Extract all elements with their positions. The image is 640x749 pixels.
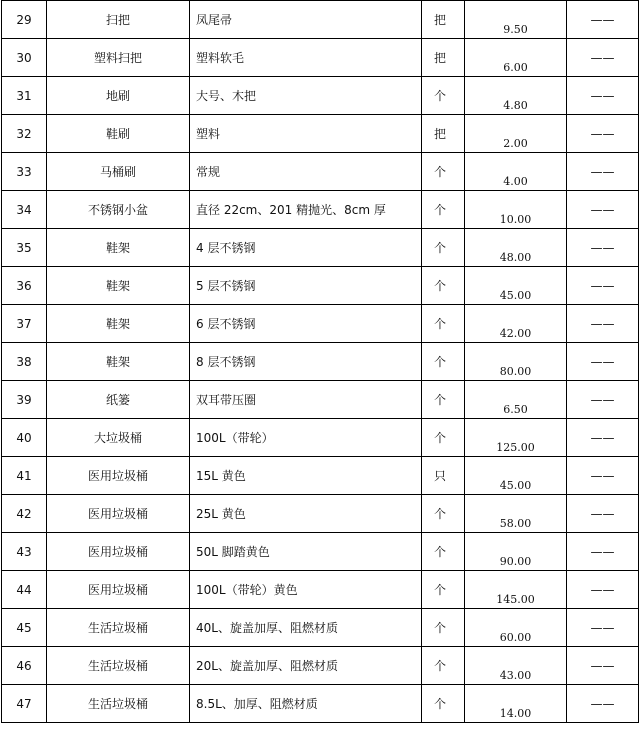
item-unit: 个 [422,495,465,533]
item-remark: —— [567,609,639,647]
item-price: 60.00 [465,609,567,647]
item-number: 45 [2,609,47,647]
item-price: 45.00 [465,267,567,305]
table-row [2,115,639,153]
item-remark: —— [567,305,639,343]
item-spec: 25L 黄色 [190,495,422,533]
table-row [2,381,639,419]
item-name: 医用垃圾桶 [47,571,190,609]
item-price: 42.00 [465,305,567,343]
item-spec: 40L、旋盖加厚、阻燃材质 [190,609,422,647]
item-name: 鞋架 [47,229,190,267]
item-unit: 个 [422,153,465,191]
item-spec: 常规 [190,153,422,191]
item-remark: —— [567,1,639,39]
item-name: 医用垃圾桶 [47,495,190,533]
item-unit: 个 [422,267,465,305]
table-row [2,305,639,343]
item-price: 6.50 [465,381,567,419]
item-remark: —— [567,419,639,457]
item-number: 41 [2,457,47,495]
item-spec: 20L、旋盖加厚、阻燃材质 [190,647,422,685]
item-number: 46 [2,647,47,685]
item-spec: 5 层不锈钢 [190,267,422,305]
item-name: 医用垃圾桶 [47,457,190,495]
item-spec: 大号、木把 [190,77,422,115]
item-remark: —— [567,191,639,229]
item-price: 43.00 [465,647,567,685]
item-remark: —— [567,267,639,305]
table-row [2,77,639,115]
item-spec: 双耳带压圈 [190,381,422,419]
item-remark: —— [567,115,639,153]
item-price: 90.00 [465,533,567,571]
item-number: 43 [2,533,47,571]
item-unit: 个 [422,343,465,381]
item-spec: 4 层不锈钢 [190,229,422,267]
item-number: 34 [2,191,47,229]
item-number: 33 [2,153,47,191]
item-remark: —— [567,571,639,609]
item-spec: 凤尾帚 [190,1,422,39]
item-name: 大垃圾桶 [47,419,190,457]
item-spec: 塑料 [190,115,422,153]
item-remark: —— [567,685,639,723]
item-spec: 50L 脚踏黄色 [190,533,422,571]
item-unit: 把 [422,39,465,77]
item-unit: 个 [422,571,465,609]
price-table [1,0,639,723]
item-price: 125.00 [465,419,567,457]
item-remark: —— [567,647,639,685]
item-number: 36 [2,267,47,305]
table-row [2,267,639,305]
item-number: 47 [2,685,47,723]
item-name: 鞋架 [47,267,190,305]
item-name: 生活垃圾桶 [47,647,190,685]
table-row [2,457,639,495]
table-row [2,495,639,533]
item-number: 42 [2,495,47,533]
item-price: 4.00 [465,153,567,191]
item-price: 10.00 [465,191,567,229]
item-name: 马桶刷 [47,153,190,191]
item-unit: 个 [422,609,465,647]
item-remark: —— [567,153,639,191]
item-number: 44 [2,571,47,609]
item-number: 30 [2,39,47,77]
table-row [2,685,639,723]
item-remark: —— [567,343,639,381]
item-number: 31 [2,77,47,115]
item-price: 145.00 [465,571,567,609]
item-remark: —— [567,39,639,77]
item-spec: 6 层不锈钢 [190,305,422,343]
item-price: 4.80 [465,77,567,115]
item-unit: 个 [422,229,465,267]
item-unit: 个 [422,533,465,571]
item-unit: 只 [422,457,465,495]
item-price: 58.00 [465,495,567,533]
table-row [2,229,639,267]
table-row [2,647,639,685]
item-spec: 100L（带轮）黄色 [190,571,422,609]
table-row [2,533,639,571]
table-row [2,191,639,229]
item-spec: 直径 22cm、201 精抛光、8cm 厚 [190,191,422,229]
item-remark: —— [567,533,639,571]
item-spec: 8.5L、加厚、阻燃材质 [190,685,422,723]
item-name: 鞋刷 [47,115,190,153]
table-row [2,1,639,39]
item-unit: 个 [422,685,465,723]
item-name: 扫把 [47,1,190,39]
item-unit: 把 [422,115,465,153]
item-name: 塑料扫把 [47,39,190,77]
item-unit: 把 [422,1,465,39]
item-unit: 个 [422,305,465,343]
table-row [2,419,639,457]
table-row [2,609,639,647]
item-price: 45.00 [465,457,567,495]
item-price: 9.50 [465,1,567,39]
item-number: 32 [2,115,47,153]
item-unit: 个 [422,77,465,115]
table-row [2,343,639,381]
item-price: 14.00 [465,685,567,723]
table-row [2,571,639,609]
item-number: 40 [2,419,47,457]
item-number: 38 [2,343,47,381]
item-name: 医用垃圾桶 [47,533,190,571]
item-remark: —— [567,381,639,419]
item-spec: 15L 黄色 [190,457,422,495]
item-spec: 8 层不锈钢 [190,343,422,381]
item-unit: 个 [422,647,465,685]
item-number: 39 [2,381,47,419]
item-name: 鞋架 [47,305,190,343]
item-number: 29 [2,1,47,39]
item-name: 生活垃圾桶 [47,685,190,723]
price-table-body [2,1,639,723]
item-unit: 个 [422,419,465,457]
item-unit: 个 [422,191,465,229]
table-row [2,153,639,191]
item-price: 48.00 [465,229,567,267]
item-name: 纸篓 [47,381,190,419]
item-number: 35 [2,229,47,267]
item-price: 2.00 [465,115,567,153]
item-name: 不锈钢小盆 [47,191,190,229]
item-remark: —— [567,495,639,533]
item-number: 37 [2,305,47,343]
item-price: 6.00 [465,39,567,77]
item-name: 生活垃圾桶 [47,609,190,647]
item-spec: 塑料软毛 [190,39,422,77]
item-remark: —— [567,77,639,115]
item-name: 鞋架 [47,343,190,381]
item-remark: —— [567,457,639,495]
table-row [2,39,639,77]
item-remark: —— [567,229,639,267]
item-unit: 个 [422,381,465,419]
item-name: 地刷 [47,77,190,115]
item-price: 80.00 [465,343,567,381]
item-spec: 100L（带轮） [190,419,422,457]
